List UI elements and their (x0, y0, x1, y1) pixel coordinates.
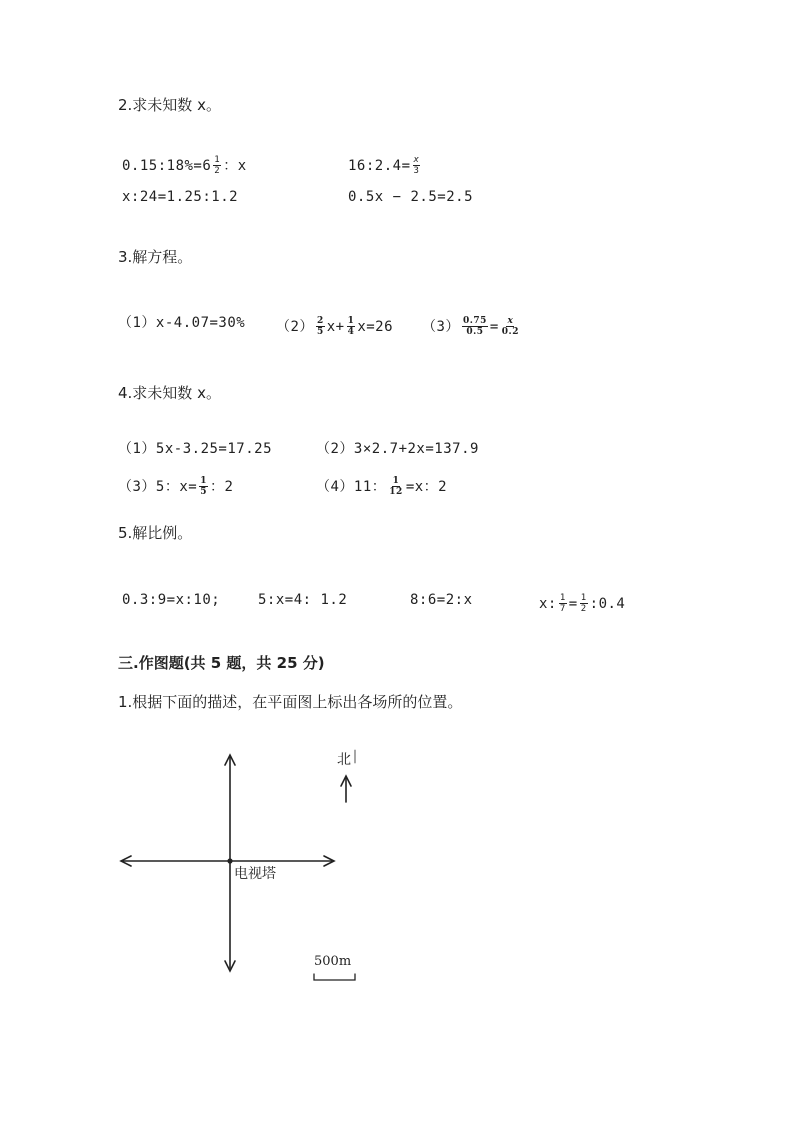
tv-tower-label: 电视塔 (234, 866, 276, 882)
q3-p2-lead: （2） (276, 318, 314, 335)
q4-p3-den: 5 (200, 487, 207, 498)
q3-p3-f1-den: 0.5 (466, 327, 484, 338)
center-point (227, 858, 232, 863)
q5-p4-f2-den: 2 (580, 604, 587, 615)
q5-p4-f1-num: 1 (559, 593, 566, 603)
q5-problem-3: 8:6=2:x (410, 592, 473, 608)
q2-equation-3: x:24=1.25:1.2 (122, 189, 239, 205)
q3-p2-tail: x=26 (357, 318, 394, 335)
q3-p2-mid: x+ (326, 318, 345, 335)
section-3-title: 三.作图题(共 5 题，共 25 分) (118, 654, 325, 672)
q5-problem-2: 5:x=4: 1.2 (258, 592, 348, 608)
q2-eq2-frac-den: 3 (413, 166, 420, 177)
q5-title: 5.解比例。 (118, 524, 193, 542)
q2-title: 2.求未知数 x。 (118, 96, 221, 114)
q3-p3-f2-den: 0.2 (501, 327, 519, 338)
q3-p2-f1-num: 2 (316, 316, 324, 326)
q4-problem-2: （2）3×2.7+2x=137.9 (316, 441, 479, 457)
q2-eq1-text: 0.15:18%=6 (122, 157, 212, 174)
q5-p4-eq: = (568, 595, 578, 612)
q3-p3-lead: （3） (422, 318, 460, 335)
q4-p4-den: 12 (389, 487, 403, 498)
q4-p3-lead: （3）5：x= (118, 478, 198, 495)
q2-eq2-frac-num: x (413, 155, 420, 165)
q4-p4-tail: =x：2 (405, 478, 448, 495)
q5-p4-f1-den: 7 (559, 604, 566, 615)
q2-eq1-frac-den: 2 (214, 166, 221, 177)
q5-problem-1: 0.3:9=x:10; (122, 592, 221, 608)
q2-eq1-frac-num: 1 (214, 155, 221, 165)
scale-bar (314, 974, 355, 980)
section-3-question-1: 1.根据下面的描述，在平面图上标出各场所的位置。 (118, 693, 463, 711)
q3-p3-f1-num: 0.75 (462, 316, 487, 326)
q3-title: 3.解方程。 (118, 248, 193, 266)
q3-p3-eq: = (489, 318, 499, 335)
q3-p3-f2-num: x (507, 316, 514, 326)
q3-p2-f2-den: 4 (347, 327, 355, 338)
q4-p3-num: 1 (200, 476, 207, 486)
q4-p3-tail: ：2 (209, 478, 234, 495)
q5-p4-lead: x: (539, 595, 557, 612)
q2-equation-4: 0.5x − 2.5=2.5 (348, 189, 474, 205)
scale-label: 500m (314, 954, 352, 969)
q3-problem-1: （1）x-4.07=30% (118, 315, 246, 331)
q4-p4-lead: （4）11： (316, 478, 387, 495)
q2-eq2-text: 16:2.4= (348, 157, 411, 174)
q3-p2-f2-num: 1 (347, 316, 355, 326)
q4-title: 4.求未知数 x。 (118, 384, 221, 402)
north-label: 北 (337, 752, 351, 768)
q2-eq1-tail: ：x (223, 157, 247, 174)
q5-p4-tail: :0.4 (589, 595, 626, 612)
q4-p4-num: 1 (392, 476, 400, 486)
q5-p4-f2-num: 1 (580, 593, 587, 603)
q3-p2-f1-den: 5 (316, 327, 324, 338)
q4-problem-1: （1）5x-3.25=17.25 (118, 441, 273, 457)
